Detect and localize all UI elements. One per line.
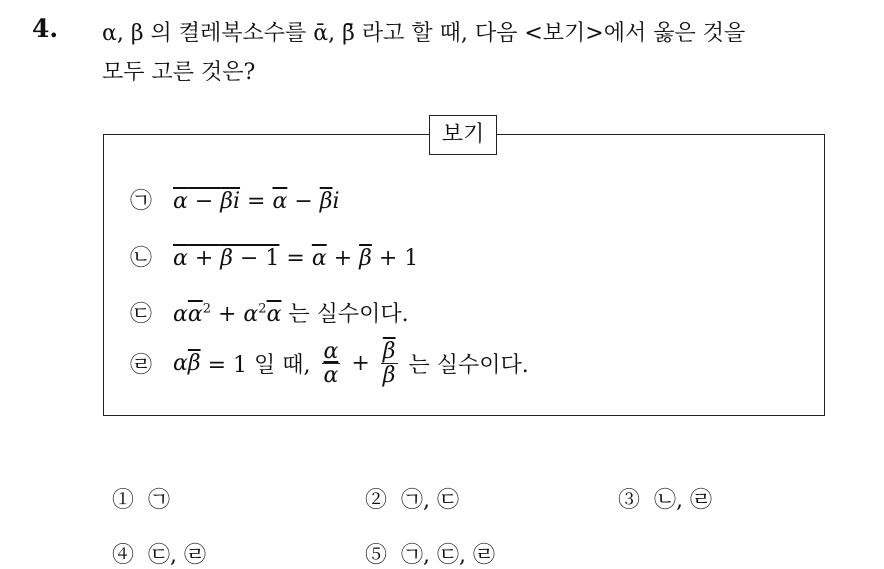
item-4-tail: 는 실수이다. — [408, 353, 529, 379]
bogi-label: 보기 — [429, 115, 497, 155]
choice-4[interactable] — [112, 538, 206, 569]
choice-number: ① — [112, 488, 135, 513]
bogi-item-2 — [130, 241, 418, 281]
choice-text: ㉠ — [148, 488, 171, 513]
question-text-line2: 모두 고른 것은? — [102, 60, 256, 85]
item-4-prefix: = 1 일 때, — [207, 353, 311, 379]
choice-text: ㉠, ㉢, ㉣ — [401, 543, 495, 568]
choice-5[interactable] — [365, 538, 495, 569]
choice-1[interactable] — [112, 483, 170, 514]
choice-text: ㉠, ㉢ — [401, 488, 460, 513]
item-3-formula: $\alpha\overline{\alpha}^2 + \alpha^2\overline{\alpha}$ — [173, 301, 282, 327]
choice-number: ② — [365, 488, 388, 513]
choice-text: ㉢, ㉣ — [148, 543, 207, 568]
fraction-beta: $\frac{\overline{\beta}}{\beta}$ — [382, 339, 396, 389]
item-3-tail: 는 실수이다. — [288, 302, 409, 327]
choice-number: ④ — [112, 543, 135, 568]
bogi-item-4 — [130, 340, 529, 400]
question-text-line1: α, β 의 켤레복소수를 ᾱ, β̄ 라고 할 때, 다음 <보기>에서 옳은 것을 — [102, 21, 746, 46]
question-number: 4. — [32, 14, 59, 43]
item-mark: ㉠ — [130, 189, 153, 214]
bogi-item-3 — [130, 297, 409, 337]
item-mark: ㉢ — [130, 302, 153, 327]
fraction-alpha: $\frac{\alpha}{\alpha}$ — [323, 339, 339, 389]
choice-3[interactable] — [618, 483, 712, 514]
plus-sign: + — [351, 351, 370, 377]
item-mark: ㉣ — [130, 353, 153, 379]
choice-2[interactable] — [365, 483, 459, 514]
choice-text: ㉡, ㉣ — [654, 488, 713, 513]
item-1-formula: $\alpha - \beta i = \overline{\alpha} - \overline{\beta}i$ — [173, 189, 340, 214]
choice-number: ⑤ — [365, 543, 388, 568]
choice-number: ③ — [618, 488, 641, 513]
item-2-formula: $\alpha + \beta - 1 = \overline{\alpha} + \overline{\beta} + 1$ — [173, 246, 419, 271]
item-mark: ㉡ — [130, 246, 153, 271]
bogi-item-1 — [130, 184, 340, 224]
item-4-condition: $\alpha\overline{\beta}$ — [173, 351, 201, 377]
